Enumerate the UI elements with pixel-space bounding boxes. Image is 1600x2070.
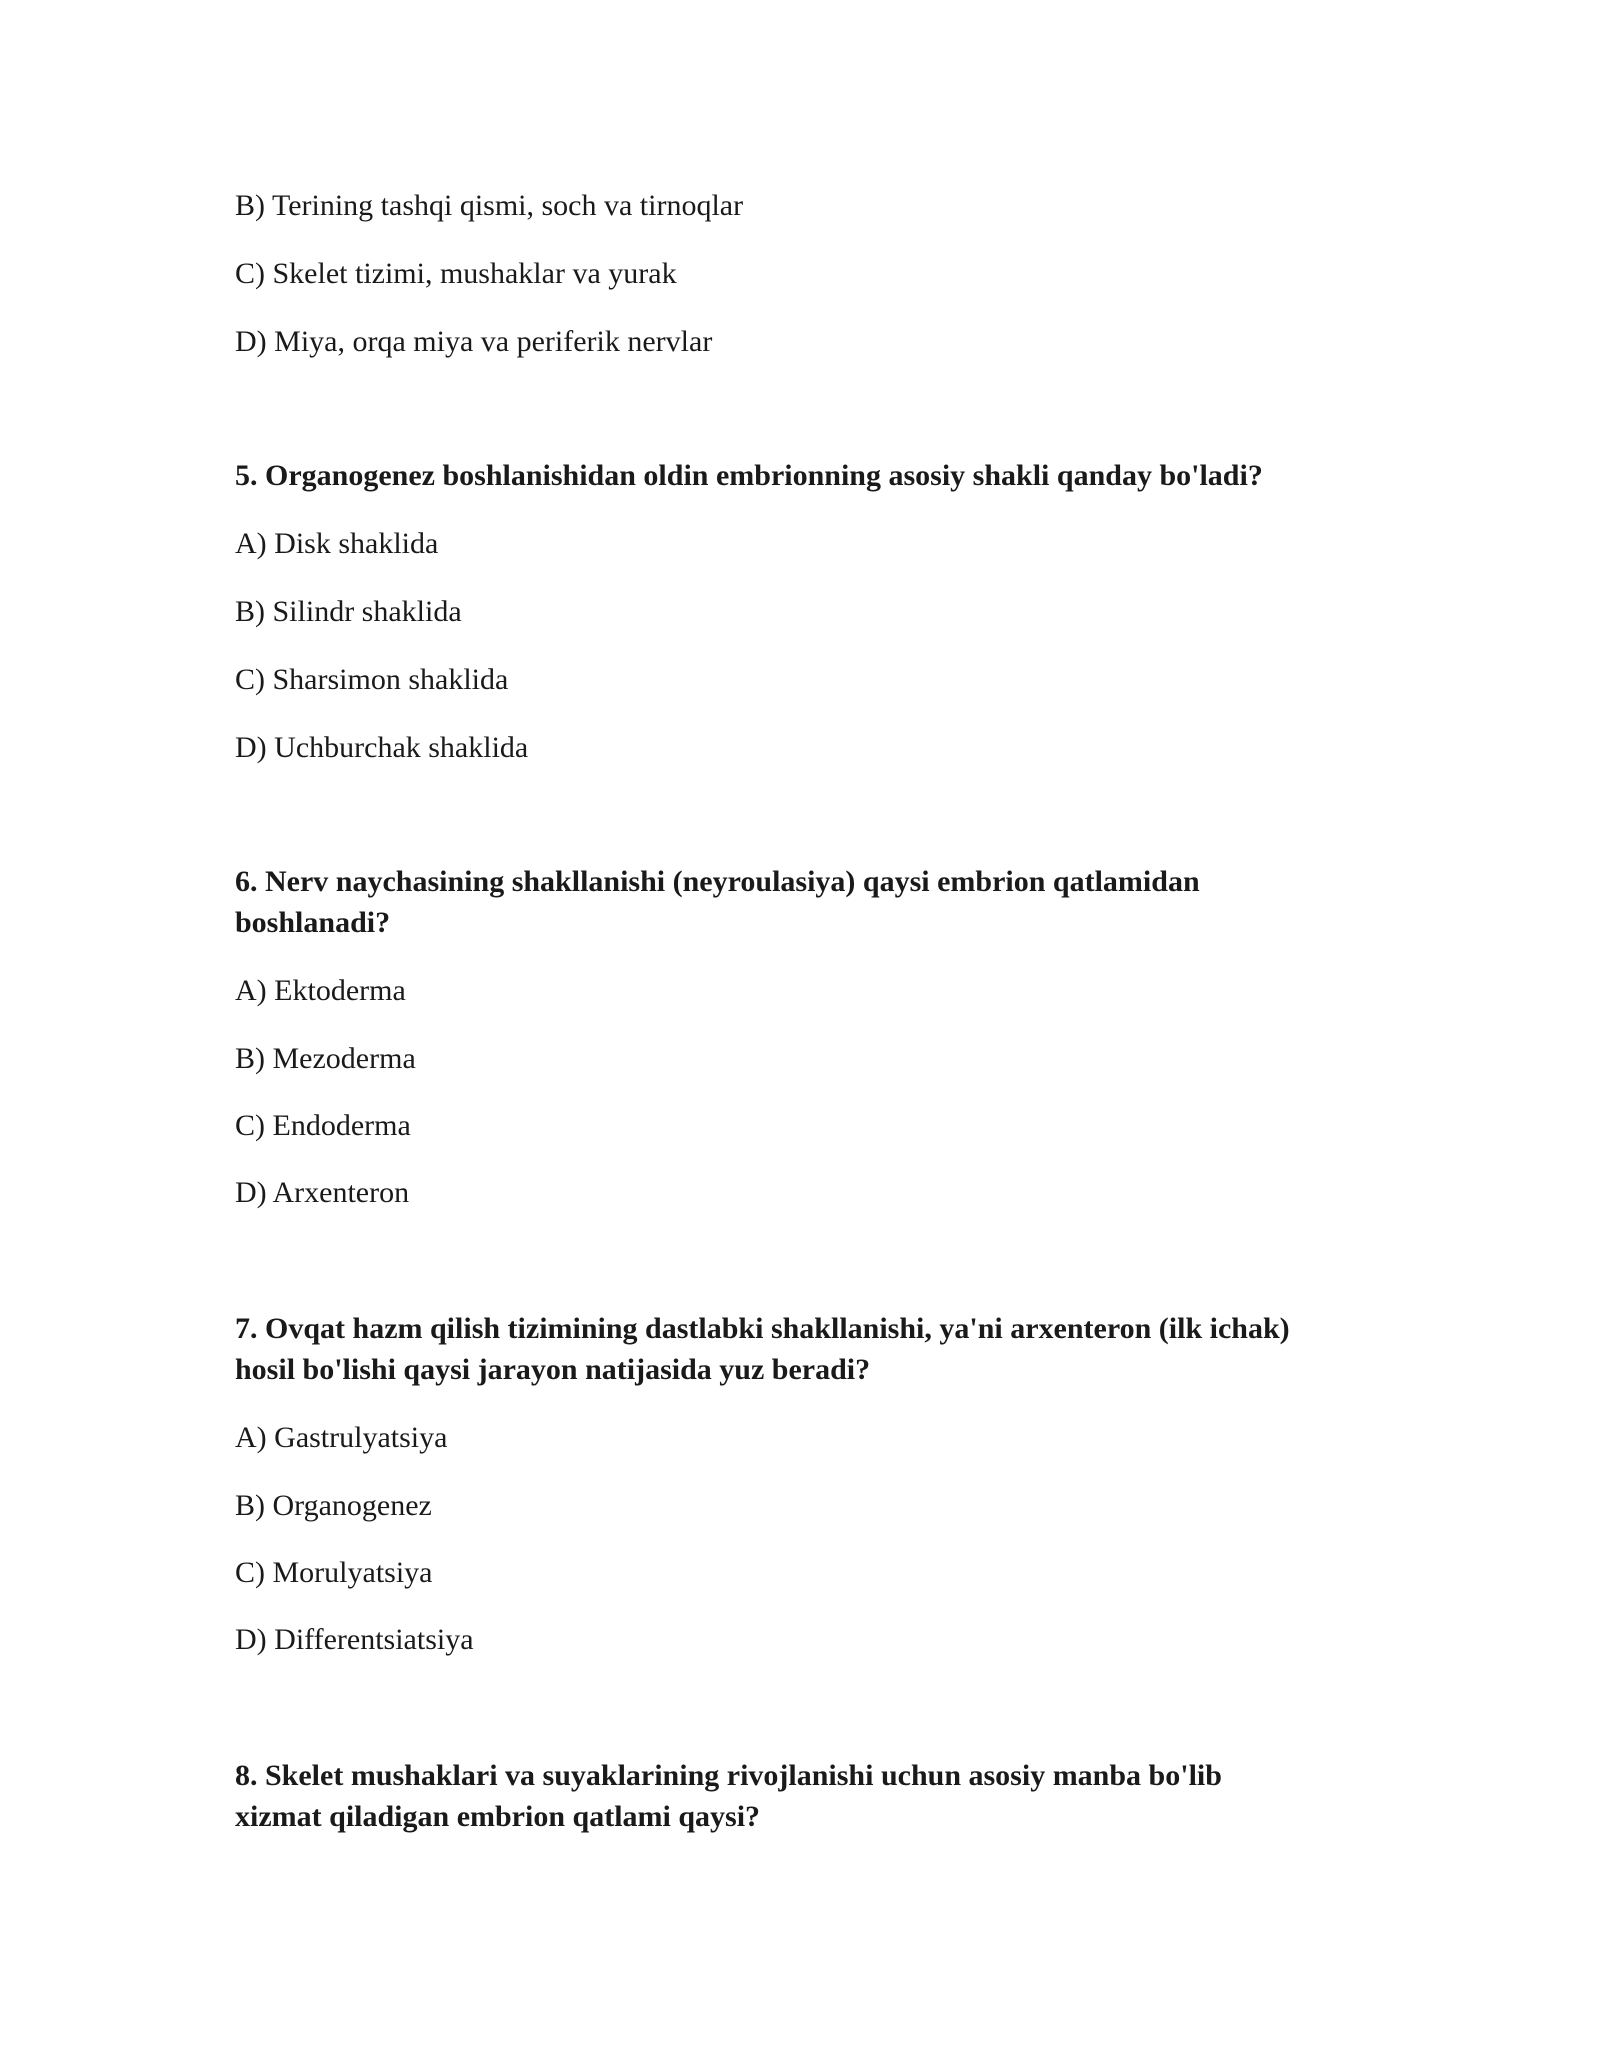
option-6a: A) Ektoderma [235,974,406,1007]
option-4c: C) Skelet tizimi, mushaklar va yurak [235,257,677,290]
option-5c: C) Sharsimon shaklida [235,663,509,696]
question-6-text-line2: boshlanadi? [235,906,391,939]
question-8-text-line2: xizmat qiladigan embrion qatlami qaysi? [235,1800,761,1833]
question-6-text-line1: 6. Nerv naychasining shakllanishi (neyroulasiya) qaysi embrion qatlamidan [235,865,1200,898]
question-8-text-line1: 8. Skelet mushaklari va suyaklarining rivojlanishi uchun asosiy manba bo'lib [235,1759,1222,1792]
option-6b: B) Mezoderma [235,1042,416,1075]
option-4b: B) Terining tashqi qismi, soch va tirnoqlar [235,189,744,222]
question-7-text-line2: hosil bo'lishi qaysi jarayon natijasida yuz beradi? [235,1353,871,1386]
option-7a: A) Gastrulyatsiya [235,1421,448,1454]
option-4d: D) Miya, orqa miya va periferik nervlar [235,325,713,358]
option-7c: C) Morulyatsiya [235,1556,433,1589]
option-5a: A) Disk shaklida [235,527,439,560]
option-5b: B) Silindr shaklida [235,595,462,628]
question-5-text: 5. Organogenez boshlanishidan oldin embrionning asosiy shakli qanday bo'ladi? [235,459,1263,492]
option-6d: D) Arxenteron [235,1176,410,1209]
option-7d: D) Differentsiatsiya [235,1623,474,1656]
option-7b: B) Organogenez [235,1489,432,1522]
option-6c: C) Endoderma [235,1109,411,1142]
question-7-text-line1: 7. Ovqat hazm qilish tizimining dastlabki shakllanishi, ya'ni arxenteron (ilk ichak) [235,1312,1290,1345]
option-5d: D) Uchburchak shaklida [235,731,529,764]
